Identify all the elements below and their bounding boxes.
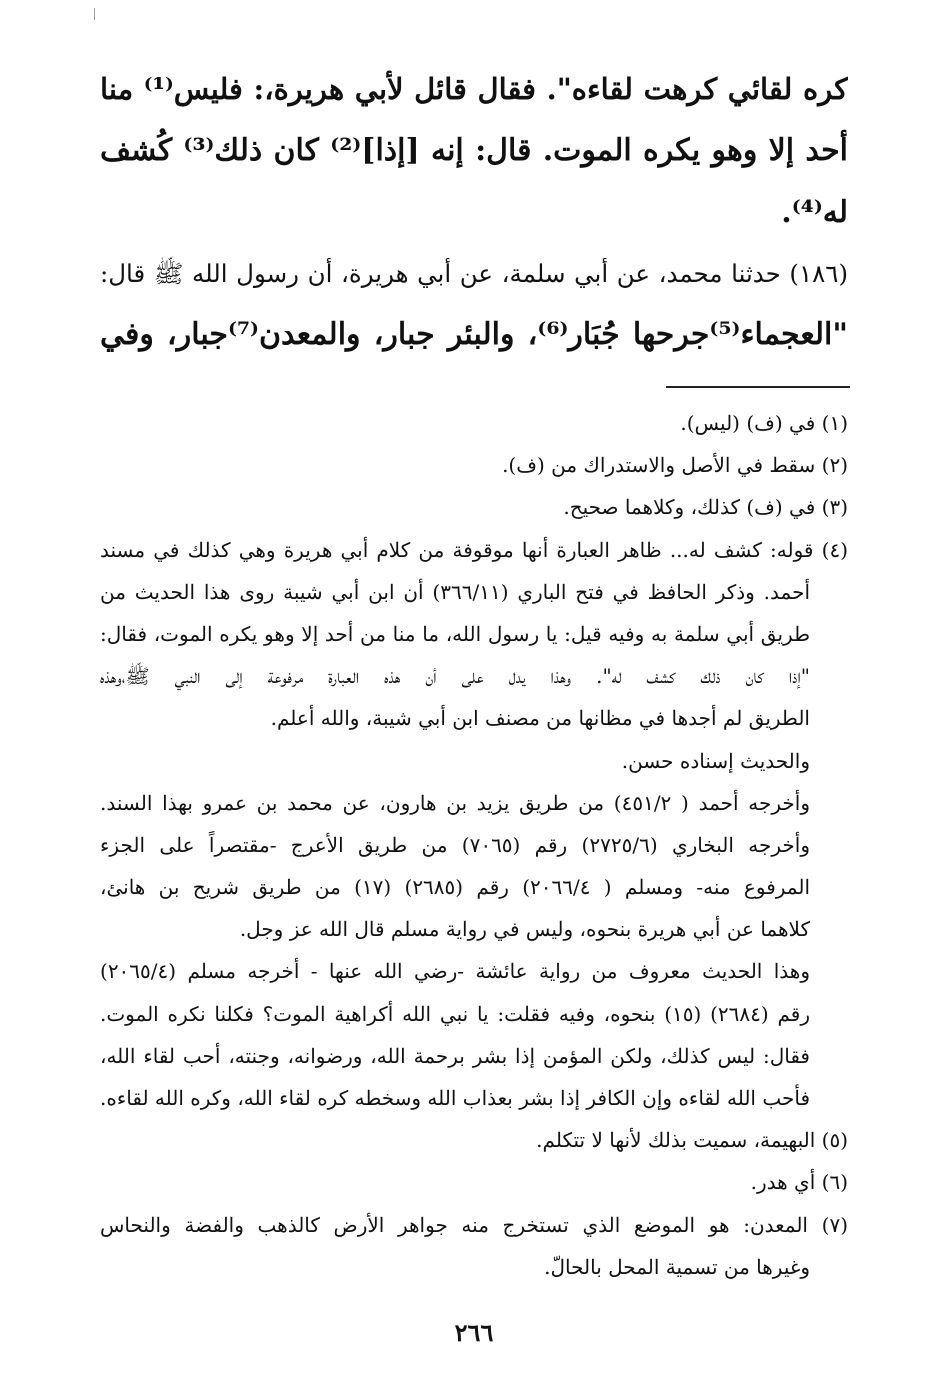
footnote-line: فقال: ليس كذلك، ولكن المؤمن إذا بشر برحمة الله، ورضوانه، وجنته، أحب لقاء الله، bbox=[100, 1043, 810, 1068]
footnote-line: (٢) سقط في الأصل والاستدراك من (ف). bbox=[502, 453, 848, 478]
main-text-line: أحد إلا وهو يكره الموت. قال: إنه [إذا]⁽²⁾ كان ذلك⁽³⁾ كُشف bbox=[100, 133, 848, 168]
footnote-line: (٥) البهيمة، سميت بذلك لأنها لا تتكلم. bbox=[536, 1128, 848, 1153]
footnote-line: وغيرها من تسمية المحل بالحالّ. bbox=[544, 1254, 810, 1279]
footnote-divider bbox=[666, 386, 850, 388]
footnote-line: (٧) المعدن: هو الموضع الذي تستخرج منه جواهر الأرض كالذهب والفضة والنحاس bbox=[100, 1212, 848, 1237]
page-number: ٢٦٦ bbox=[454, 1318, 494, 1347]
main-text-line: كره لقائي كرهت لقاءه". فقال قائل لأبي هريرة،: فليس⁽¹⁾ منا bbox=[100, 72, 848, 106]
footnote-line: (٤) قوله: كشف له... ظاهر العبارة أنها موقوفة من كلام أبي هريرة وهي كذلك في مسند bbox=[100, 537, 848, 562]
footnote-line: (٣) في (ف) كذلك، وكلاهما صحيح. bbox=[563, 495, 848, 520]
footnote-line: كلاهما عن أبي هريرة بنحوه، وليس في رواية مسلم قال الله عز وجل. bbox=[239, 917, 810, 942]
footnote-line: المرفوع منه- ومسلم ( ٢٠٦٦/٤) رقم (٢٦٨٥) (١٧) من طريق شريح بن هانئ، bbox=[100, 875, 810, 900]
footnote-line: طريق أبي سلمة به وفيه قيل: يا رسول الله، ما منا من أحد إلا وهو يكره الموت، فقال: bbox=[100, 621, 810, 646]
footnote-line: (٦) أي هدر. bbox=[750, 1170, 848, 1195]
hadith-header: (١٨٦) حدثنا محمد، عن أبي سلمة، عن أبي هريرة، أن رسول الله ﷺ قال: bbox=[100, 259, 848, 288]
footnote-line: وأخرجه أحمد ( ٤٥١/٢) من طريق يزيد بن هارون، عن محمد بن عمرو بهذا السند. bbox=[100, 790, 810, 815]
hadith-text-line: "العجماء⁽⁵⁾جرحها جُبَار⁽⁶⁾، والبئر جبار، والمعدن⁽⁷⁾جبار، وفي bbox=[100, 317, 848, 352]
footnote-line: أحمد. وذكر الحافظ في فتح الباري (٣٦٦/١١) أن ابن أبي شيبة روى هذا الحديث من bbox=[100, 579, 811, 604]
scan-edge-mark bbox=[94, 8, 95, 20]
footnote-line: الطريق لم أجدها في مظانها من مصنف ابن أبي شيبة، والله أعلم. bbox=[270, 706, 810, 731]
main-text bbox=[100, 58, 848, 366]
main-text-line: له⁽⁴⁾. bbox=[781, 195, 848, 230]
footnotes bbox=[100, 402, 848, 1288]
footnote-line: "إذا كان ذلك كشف له". وهذا يدل على أن هذه العبارة مرفوعة إلى النبي ﷺ،وهذه bbox=[100, 664, 810, 689]
footnote-line: رقم (٢٦٨٤) (١٥) بنحوه، وفيه فقلت: يا نبي الله أكراهية الموت؟ فكلنا نكره الموت. bbox=[100, 1001, 810, 1026]
footnote-line: (١) في (ف) (ليس). bbox=[680, 411, 848, 435]
footnote-line: فأحب الله لقاءه وإن الكافر إذا بشر بعذاب الله وسخطه كره لقاء الله، وكره الله لقاءه. bbox=[100, 1086, 810, 1110]
footnote-line: وهذا الحديث معروف من رواية عائشة -رضي الله عنها - أخرجه مسلم (٢٠٦٥/٤) bbox=[100, 959, 810, 984]
footnote-line: وأخرجه البخاري (٢٧٢٥/٦) رقم (٧٠٦٥) من طريق الأعرج -مقتصراً على الجزء bbox=[100, 832, 810, 857]
footnote-line: والحديث إسناده حسن. bbox=[621, 748, 810, 773]
